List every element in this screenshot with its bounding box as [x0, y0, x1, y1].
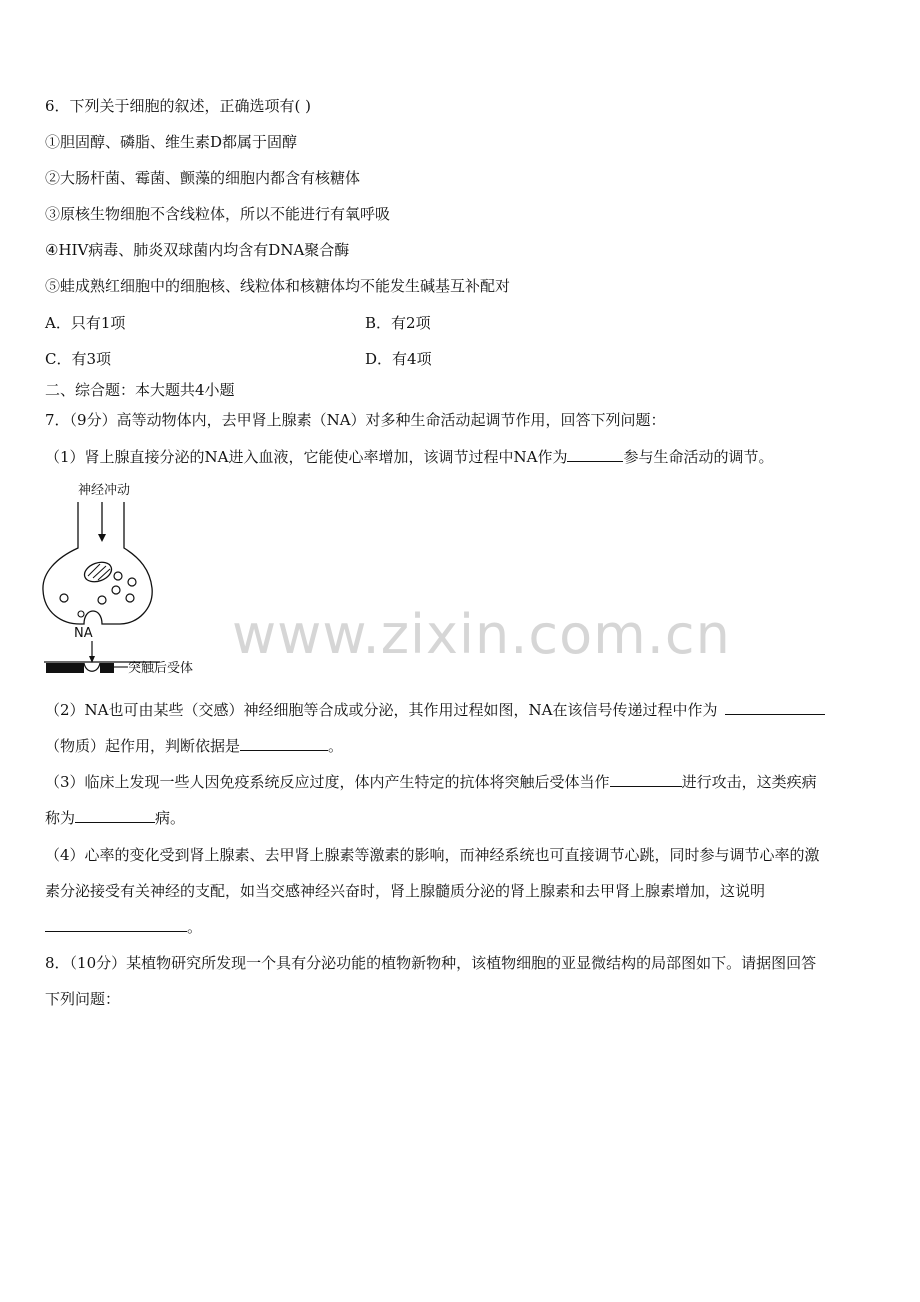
q7-part1-blank [567, 447, 623, 462]
q6-stem: 6．下列关于细胞的叙述，正确选项有( ) [45, 97, 312, 115]
q7-part2-text-a: （2）NA也可由某些（交感）神经细胞等合成或分泌，其作用过程如图，NA在该信号传递过程中作为 [45, 701, 718, 719]
watermark: www.zixin.com.cn [232, 603, 731, 666]
vesicle [112, 586, 120, 594]
section-2-heading: 二、综合题：本大题共4小题 [45, 381, 235, 399]
mito-crista [93, 566, 106, 578]
q7-stem: 7．（9分）高等动物体内，去甲肾上腺素（NA）对多种生命活动起调节作用，回答下列问题： [45, 411, 666, 429]
q6-option-b: B．有2项 [365, 314, 431, 332]
receptor [84, 663, 100, 671]
vesicle [114, 572, 122, 580]
q7-part2-blank-2 [240, 736, 328, 751]
vesicle [126, 594, 134, 602]
q6-option-c: C．有3项 [45, 350, 112, 368]
vesicle [128, 578, 136, 586]
q7-part3-blank-2 [75, 808, 155, 823]
q6-item-2: ②大肠杆菌、霉菌、颤藻的细胞内都含有核糖体 [45, 169, 361, 187]
q7-part1-text-b: 参与生命活动的调节。 [623, 448, 774, 466]
q8-stem-line1: 8．（10分）某植物研究所发现一个具有分泌功能的植物新物种，该植物细胞的亚显微结构的局部图如下。请据图回答 [45, 954, 817, 972]
vesicle [78, 611, 84, 617]
q7-part3-text-b: 进行攻击，这类疾病 [681, 773, 817, 791]
q8-stem-line2: 下列问题： [45, 990, 121, 1008]
q7-part3-line2 [45, 808, 185, 828]
q7-part3-text-a: （3）临床上发现一些人因免疫系统反应过度，体内产生特定的抗体将突触后受体当作 [45, 773, 610, 791]
q7-part3-text-d: 病。 [155, 809, 186, 827]
q7-part4-line1: （4）心率的变化受到肾上腺素、去甲肾上腺素等激素的影响，而神经系统也可直接调节心跳，同时参与调节心率的激 [45, 846, 820, 864]
nerve-impulse-label: 神经冲动 [78, 483, 131, 498]
q7-part2-line2 [45, 736, 343, 756]
q6-item-1: ①胆固醇、磷脂、维生素D都属于固醇 [45, 133, 298, 151]
q7-part3-text-c: 称为 [45, 809, 76, 827]
q7-part2-blank-1 [725, 700, 825, 715]
vesicle [98, 596, 106, 604]
q7-part4-blank [45, 917, 187, 932]
postsynaptic-membrane-right [100, 663, 114, 673]
postsynaptic-receptor-label: 突触后受体 [128, 661, 194, 676]
q6-item-3: ③原核生物细胞不含线粒体，所以不能进行有氧呼吸 [45, 205, 391, 223]
q6-option-a: A．只有1项 [45, 314, 126, 332]
q7-part2-text-c: 。 [328, 737, 344, 755]
q6-item-4: ④HIV病毒、肺炎双球菌内均含有DNA聚合酶 [45, 241, 350, 259]
synapse-diagram [40, 478, 230, 690]
mito-crista [98, 569, 110, 580]
q7-part4-line2: 素分泌接受有关神经的支配，如当交感神经兴奋时，肾上腺髓质分泌的肾上腺素和去甲肾上腺素增加，这说明 [45, 882, 766, 900]
na-label: NA [74, 626, 93, 641]
impulse-arrowhead [98, 534, 106, 542]
q7-part4-line3 [45, 917, 202, 937]
q6-item-5: ⑤蛙成熟红细胞中的细胞核、线粒体和核糖体均不能发生碱基互补配对 [45, 277, 511, 295]
q7-part2-text-b: （物质）起作用，判断依据是 [45, 737, 241, 755]
q7-part2-line1 [45, 700, 825, 720]
q7-part3-line1 [45, 772, 817, 792]
q6-option-d: D．有4项 [365, 350, 432, 368]
q7-part1-text-a: （1）肾上腺直接分泌的NA进入血液，它能使心率增加，该调节过程中NA作为 [45, 448, 568, 466]
mitochondrion [82, 559, 114, 585]
q7-part3-blank-1 [610, 772, 682, 787]
q7-part1 [45, 447, 773, 467]
postsynaptic-membrane-left [46, 663, 84, 673]
vesicle [60, 594, 68, 602]
q7-part4-text-c: 。 [187, 918, 203, 936]
